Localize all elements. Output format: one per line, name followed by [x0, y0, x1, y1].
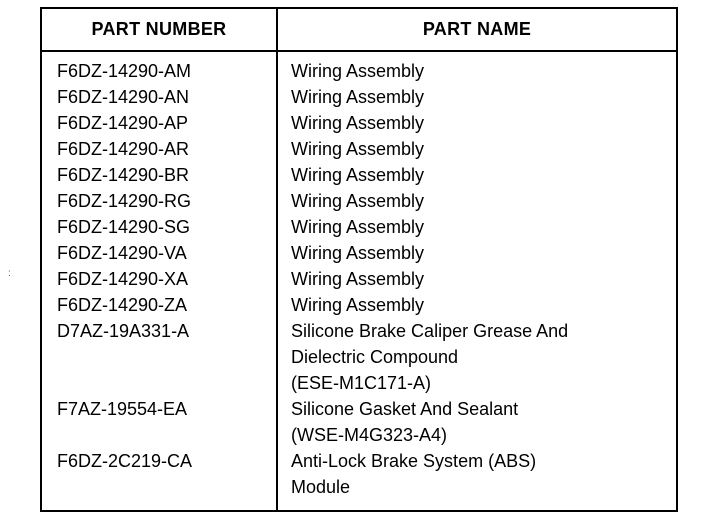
part-number-cell: F7AZ-19554-EA [57, 399, 188, 419]
part-number-cell: F6DZ-14290-BR [57, 165, 190, 185]
part-number-cell: F6DZ-14290-RG [57, 191, 192, 211]
part-name-line: Silicone Gasket And Sealant [291, 399, 519, 419]
part-name-cell [291, 58, 671, 84]
part-name-line: Dielectric Compound [291, 347, 459, 367]
part-number-cell: F6DZ-14290-AM [57, 61, 192, 81]
part-name-cell [291, 214, 671, 240]
part-number-cell: F6DZ-14290-AN [57, 87, 190, 107]
part-name-line: Wiring Assembly [291, 217, 425, 237]
table-row [42, 214, 676, 240]
table-row [42, 136, 676, 162]
part-number-cell: F6DZ-14290-SG [57, 217, 191, 237]
part-number-cell: F6DZ-2C219-CA [57, 451, 193, 471]
part-name-line: (WSE-M4G323-A4) [291, 425, 448, 445]
part-name-line: Wiring Assembly [291, 113, 425, 133]
part-name-line: Wiring Assembly [291, 243, 425, 263]
header-part-name: PART NAME [422, 19, 532, 39]
part-name-line: Anti-Lock Brake System (ABS) [291, 451, 537, 471]
table-row [42, 110, 676, 136]
table-row [42, 240, 676, 266]
part-name-cell [291, 292, 671, 318]
margin-mark: : [8, 268, 11, 279]
part-number-cell: F6DZ-14290-VA [57, 243, 187, 263]
part-name-line: Silicone Brake Caliper Grease And [291, 321, 569, 341]
part-number-cell: F6DZ-14290-AR [57, 139, 190, 159]
part-name-cell [291, 266, 671, 292]
part-name-line: Module [291, 477, 351, 497]
part-name-cell [291, 110, 671, 136]
part-number-cell: F6DZ-14290-XA [57, 269, 189, 289]
part-number-cell: F6DZ-14290-AP [57, 113, 189, 133]
header-part-number: PART NUMBER [91, 19, 227, 39]
part-number-cell: D7AZ-19A331-A [57, 321, 190, 341]
table-row [42, 448, 676, 500]
part-name-line: Wiring Assembly [291, 61, 425, 81]
part-number-cell: F6DZ-14290-ZA [57, 295, 188, 315]
table-row [42, 266, 676, 292]
table-row [42, 58, 676, 84]
part-name-line: Wiring Assembly [291, 191, 425, 211]
table-row [42, 188, 676, 214]
part-name-cell [291, 188, 671, 214]
part-name-cell [291, 240, 671, 266]
part-name-line: Wiring Assembly [291, 269, 425, 289]
part-name-line: Wiring Assembly [291, 87, 425, 107]
part-name-cell [291, 448, 671, 500]
part-name-line: Wiring Assembly [291, 139, 425, 159]
table-row [42, 162, 676, 188]
table-row [42, 292, 676, 318]
part-name-cell [291, 136, 671, 162]
table-row [42, 84, 676, 110]
part-name-cell [291, 84, 671, 110]
table-row [42, 396, 676, 448]
table-row [42, 318, 676, 396]
table-header [42, 9, 676, 52]
parts-table [40, 7, 678, 512]
part-name-cell [291, 162, 671, 188]
part-name-line: (ESE-M1C171-A) [291, 373, 432, 393]
part-name-cell [291, 396, 671, 448]
part-name-line: Wiring Assembly [291, 165, 425, 185]
part-name-cell [291, 318, 671, 396]
part-name-line: Wiring Assembly [291, 295, 425, 315]
